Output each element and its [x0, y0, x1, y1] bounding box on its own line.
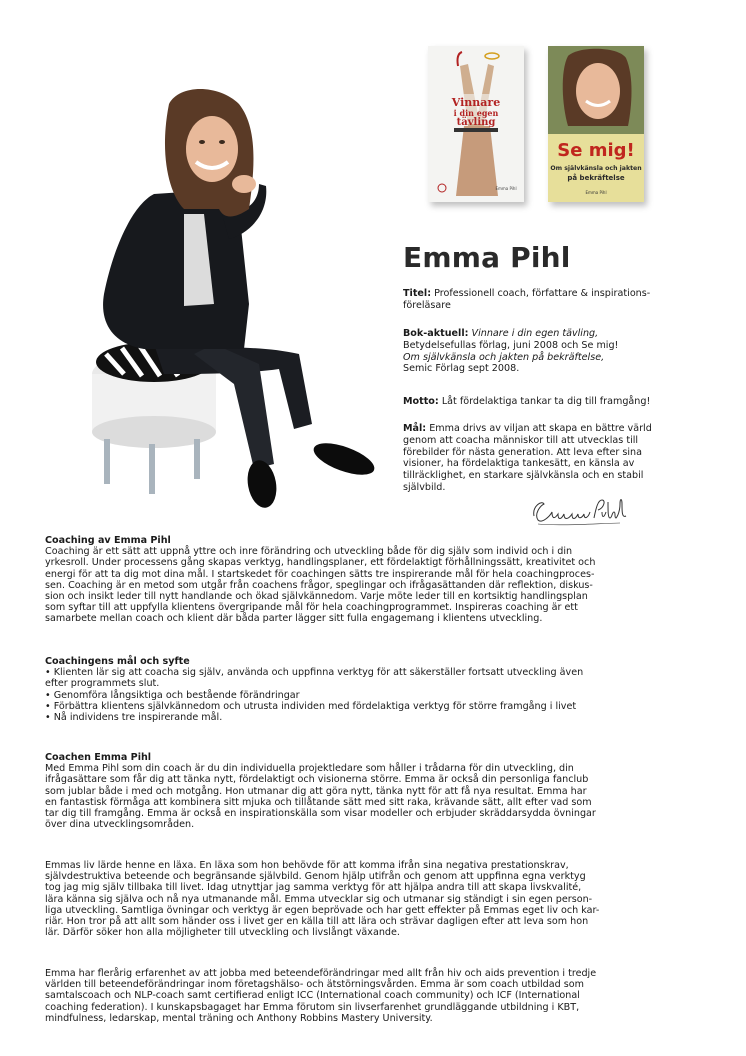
section-heading: Coachingens mål och syfte: [45, 656, 190, 667]
goal-text-3: förebilder för nästa generation. Att leva efter sina: [403, 446, 642, 458]
paragraph-line: samtalscoach och NLP-coach samt certifierad enligt ICC (International coach community) och ICF (International: [45, 990, 580, 1002]
book-cover-vinnare: [428, 46, 524, 202]
svg-text:Vinnare: Vinnare: [451, 96, 501, 109]
goal-block: [403, 423, 703, 494]
title-text-1: Professionell coach, författare & inspirations-: [434, 288, 651, 299]
list-item: • Förbättra klientens självkännedom och utrusta individen med fördelaktiga verktyg för större framgång i livet: [45, 700, 577, 712]
section-goals: [45, 656, 705, 723]
book-publisher-2: Semic Förlag sept 2008.: [403, 363, 520, 375]
section-line: sion och insikt leder till nytt handlande och ökad självkännedom. Varje möte leder till en kortsiktig handlingsplan: [45, 591, 588, 603]
paragraph-line: mindfulness, ledarskap, mental träning och Anthony Robbins Mastery University.: [45, 1012, 433, 1024]
list-item: • Nå individens tre inspirerande mål.: [45, 712, 223, 724]
svg-text:Se mig!: Se mig!: [557, 140, 635, 161]
section-line: som jublar både i med och motgång. Hon utmanar dig att göra nytt, tänka nytt för att få nya resultat. Emma har: [45, 785, 587, 797]
section-line: sen. Coaching är en metod som utgår från coachens frågor, speglingar och ifrågasättanden där reflektion, diskus-: [45, 579, 593, 591]
section-line: Med Emma Pihl som din coach är du din individuella projektledare som håller i trådarna för din utveckling, din: [45, 763, 574, 775]
book-publisher-1: Betydelsefullas förlag, juni 2008 och Se mig!: [403, 339, 619, 351]
book-title-2: Om självkänsla och jakten på bekräftelse,: [403, 351, 605, 363]
motto-label: Motto:: [403, 396, 439, 407]
section-line: en fantastisk förmåga att kombinera sitt mjuka och tillåtande sätt med sitt raka, krävande sätt, allt efter vad som: [45, 796, 592, 808]
paragraph-line: lära känna sig själva och nå nya utmanande mål. Emma utvecklar sig och utmanar sig ständigt i sin egen person-: [45, 893, 593, 905]
section-heading: Coaching av Emma Pihl: [45, 535, 171, 546]
paragraph-line: tog jag mig själv tillbaka till livet. Idag utnyttjar jag samma verktyg för att hjälpa andra till att skapa livskvalité,: [45, 882, 582, 894]
section-line: energi för att ta dig mot dina mål. I startskedet för coachingen sätts tre inspirerande mål för hela coachingproces-: [45, 568, 595, 580]
goal-text-2: genom att coacha människor till att utvecklas till: [403, 434, 639, 446]
svg-text:på bekräftelse: på bekräftelse: [567, 174, 625, 182]
svg-text:i din egen: i din egen: [453, 108, 499, 118]
title-label: Titel:: [403, 288, 432, 299]
motto-text: Låt fördelaktiga tankar ta dig till framgång!: [441, 396, 651, 407]
book-title-1: Vinnare i din egen tävling,: [471, 328, 599, 339]
goal-text-6: självbild.: [403, 481, 446, 493]
svg-text:Om självkänsla och jakten: Om självkänsla och jakten: [550, 165, 642, 172]
goal-text-1: Emma drivs av viljan att skapa en bättre värld: [429, 423, 652, 434]
goal-label: Mål:: [403, 423, 427, 434]
list-item: • Genomföra långsiktiga och bestående förändringar: [45, 689, 300, 701]
list-item: • Klienten lär sig att coacha sig själv, använda och uppfinna verktyg för att säkerställer fortsatt utveckling även: [45, 667, 584, 679]
section-line: ifrågasättare som får dig att tänka nytt, fördelaktigt och visionerna större. Emma är också din personliga fanclub: [45, 774, 589, 786]
handwritten-signature: [528, 494, 628, 530]
paragraph-line: liga utveckling. Samtliga övningar och verktyg är egen beprövade och har gett effekter på Emmas eget liv och kar-: [45, 904, 600, 916]
goal-text-4: visioner, ha fördelaktiga tankesätt, en känsla av: [403, 458, 635, 470]
section-line: samarbete mellan coach och klient där båda parter lägger sitt fulla engagemang i klientens utveckling.: [45, 613, 543, 625]
book-block: [403, 328, 703, 375]
title-text-2: föreläsare: [403, 299, 451, 311]
section-line: tar dig till framgång. Emma är också en inspirationskälla som visar modeller och erbjuder skräddarsydda övningar: [45, 808, 596, 820]
page-title: Emma Pihl: [403, 241, 571, 274]
title-block: [403, 288, 703, 312]
section-coaching: [45, 535, 705, 625]
svg-text:tävling: tävling: [456, 117, 496, 128]
section-line: som syftar till att uppfylla klientens övergripande mål för hela coachingprogrammet. Inspireras coaching är ett: [45, 602, 578, 614]
book-label: Bok-aktuell:: [403, 328, 469, 339]
list-item: efter programmets slut.: [45, 678, 160, 690]
section-line: Coaching är ett sätt att uppnå yttre och inre förändring och utveckling både för dig själv som individ och i din: [45, 546, 573, 558]
motto-block: [403, 396, 703, 408]
section-coach: [45, 752, 705, 830]
svg-text:Emma Pihl: Emma Pihl: [495, 186, 517, 191]
paragraph-line: världen till beteendeförändringar inom företagshälso- och ätstörningsvården. Emma är som coach utbildad som: [45, 979, 584, 991]
paragraph-line: Emma har flerårig erfarenhet av att jobba med beteendeförändringar med allt från hiv och aids prevention i tredje: [45, 968, 597, 979]
section-line: yrkesroll. Under processens gång skapas verktyg, handlingsplaner, ett fördelaktigt förhållningssätt, kreativitet och: [45, 557, 596, 569]
svg-text:Emma Pihl: Emma Pihl: [585, 190, 607, 195]
paragraph-line: självdestruktiva beteende och begränsande självbild. Genom hjälp utifrån och genom att uppfinna egna verktyg: [45, 871, 586, 883]
paragraph-line: coaching federation). I kunskapsbagaget har Emma förutom sin livserfarenhet grundläggande utbildning i KBT,: [45, 1001, 580, 1013]
paragraph-line: lär. Därför söker hon alla möjligheter till utveckling och livslångt växande.: [45, 927, 400, 939]
goal-text-5: tillräcklighet, en starkare självkänsla och en stabil: [403, 470, 644, 482]
portrait-photo: [44, 44, 386, 527]
paragraph-line: riär. Hon tror på att allt som händer oss i livet ger en källa till att lära och strävar dagligen efter att leva som hon: [45, 916, 589, 928]
paragraph-experience: [45, 968, 705, 1024]
book-cover-se-mig: [548, 46, 644, 202]
paragraph-life-lesson: [45, 860, 705, 938]
section-line: över dina utvecklingsområden.: [45, 819, 195, 831]
section-heading: Coachen Emma Pihl: [45, 752, 152, 763]
paragraph-line: Emmas liv lärde henne en läxa. En läxa som hon behövde för att komma ifrån sina negativa prestationskrav,: [45, 860, 569, 871]
